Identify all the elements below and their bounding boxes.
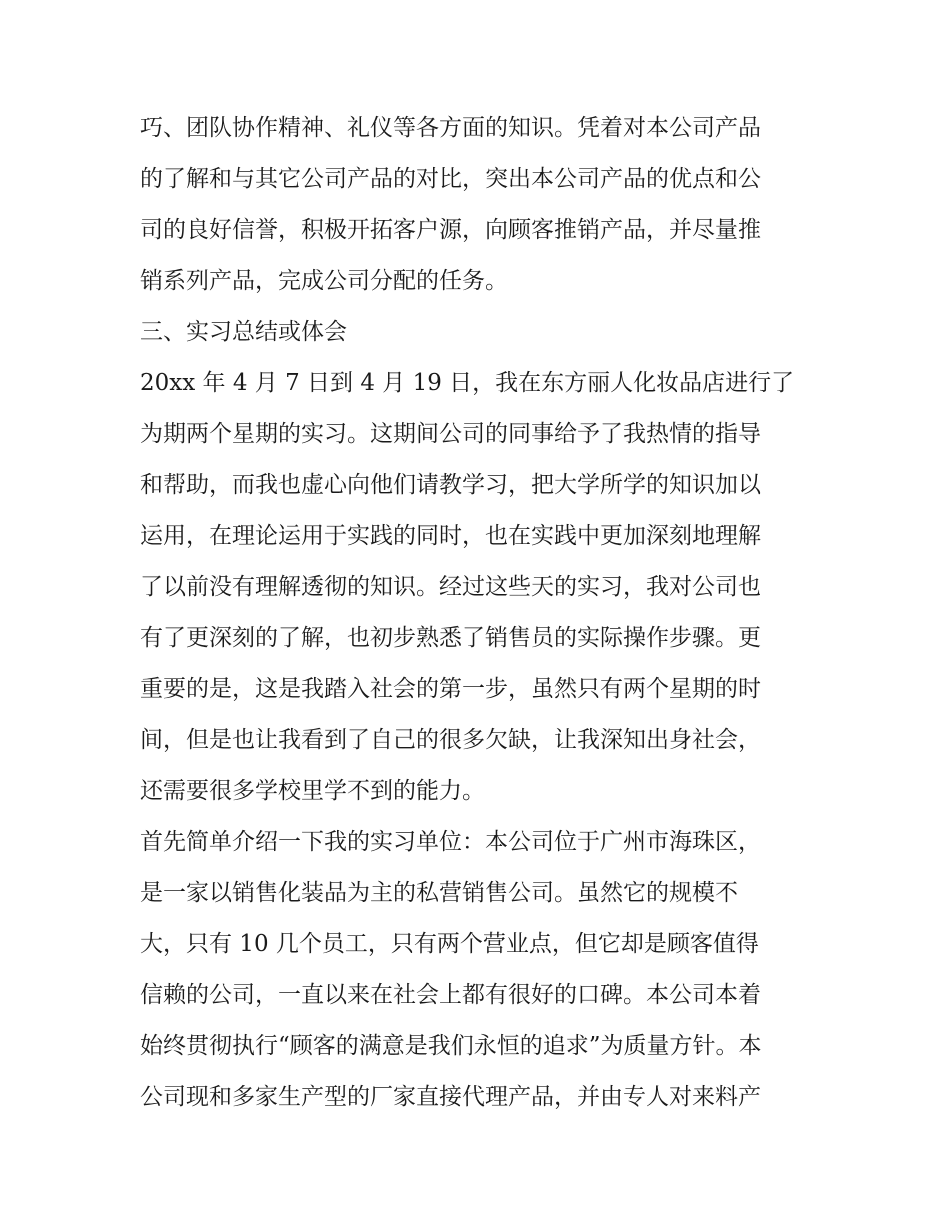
body-line: 还需要很多学校里学不到的能力。: [140, 778, 485, 804]
body-line: 销系列产品，完成公司分配的任务。: [140, 268, 508, 294]
body-line: 20xx 年 4 月 7 日到 4 月 19 日，我在东方丽人化妆品店进行了: [140, 370, 795, 396]
body-line: 首先简单介绍一下我的实习单位：本公司位于广州市海珠区，: [140, 829, 761, 855]
body-line: 巧、团队协作精神、礼仪等各方面的知识。凭着对本公司产品: [140, 115, 761, 141]
body-line: 重要的是，这是我踏入社会的第一步，虽然只有两个星期的时: [140, 676, 761, 702]
body-line: 信赖的公司，一直以来在社会上都有很好的口碑。本公司本着: [140, 982, 761, 1008]
body-line: 运用，在理论运用于实践的同时，也在实践中更加深刻地理解: [140, 523, 761, 549]
body-line: 和帮助，而我也虚心向他们请教学习，把大学所学的知识加以: [140, 472, 761, 498]
body-line: 公司现和多家生产型的厂家直接代理产品，并由专人对来料产: [140, 1084, 761, 1110]
body-line: 的了解和与其它公司产品的对比，突出本公司产品的优点和公: [140, 166, 761, 192]
document-body: [140, 103, 820, 1123]
body-line: 了以前没有理解透彻的知识。经过这些天的实习，我对公司也: [140, 574, 761, 600]
body-line: 有了更深刻的了解，也初步熟悉了销售员的实际操作步骤。更: [140, 625, 761, 651]
section-heading: 三、实习总结或体会: [140, 319, 347, 345]
body-line: 间，但是也让我看到了自己的很多欠缺，让我深知出身社会，: [140, 727, 761, 753]
body-line: 是一家以销售化装品为主的私营销售公司。虽然它的规模不: [140, 880, 738, 906]
body-line: 大，只有 10 几个员工，只有两个营业点，但它却是顾客值得: [140, 931, 759, 957]
body-line: 司的良好信誉，积极开拓客户源，向顾客推销产品，并尽量推: [140, 217, 761, 243]
body-line: 始终贯彻执行“顾客的满意是我们永恒的追求”为质量方针。本: [140, 1033, 762, 1059]
body-line: 为期两个星期的实习。这期间公司的同事给予了我热情的指导: [140, 421, 761, 447]
